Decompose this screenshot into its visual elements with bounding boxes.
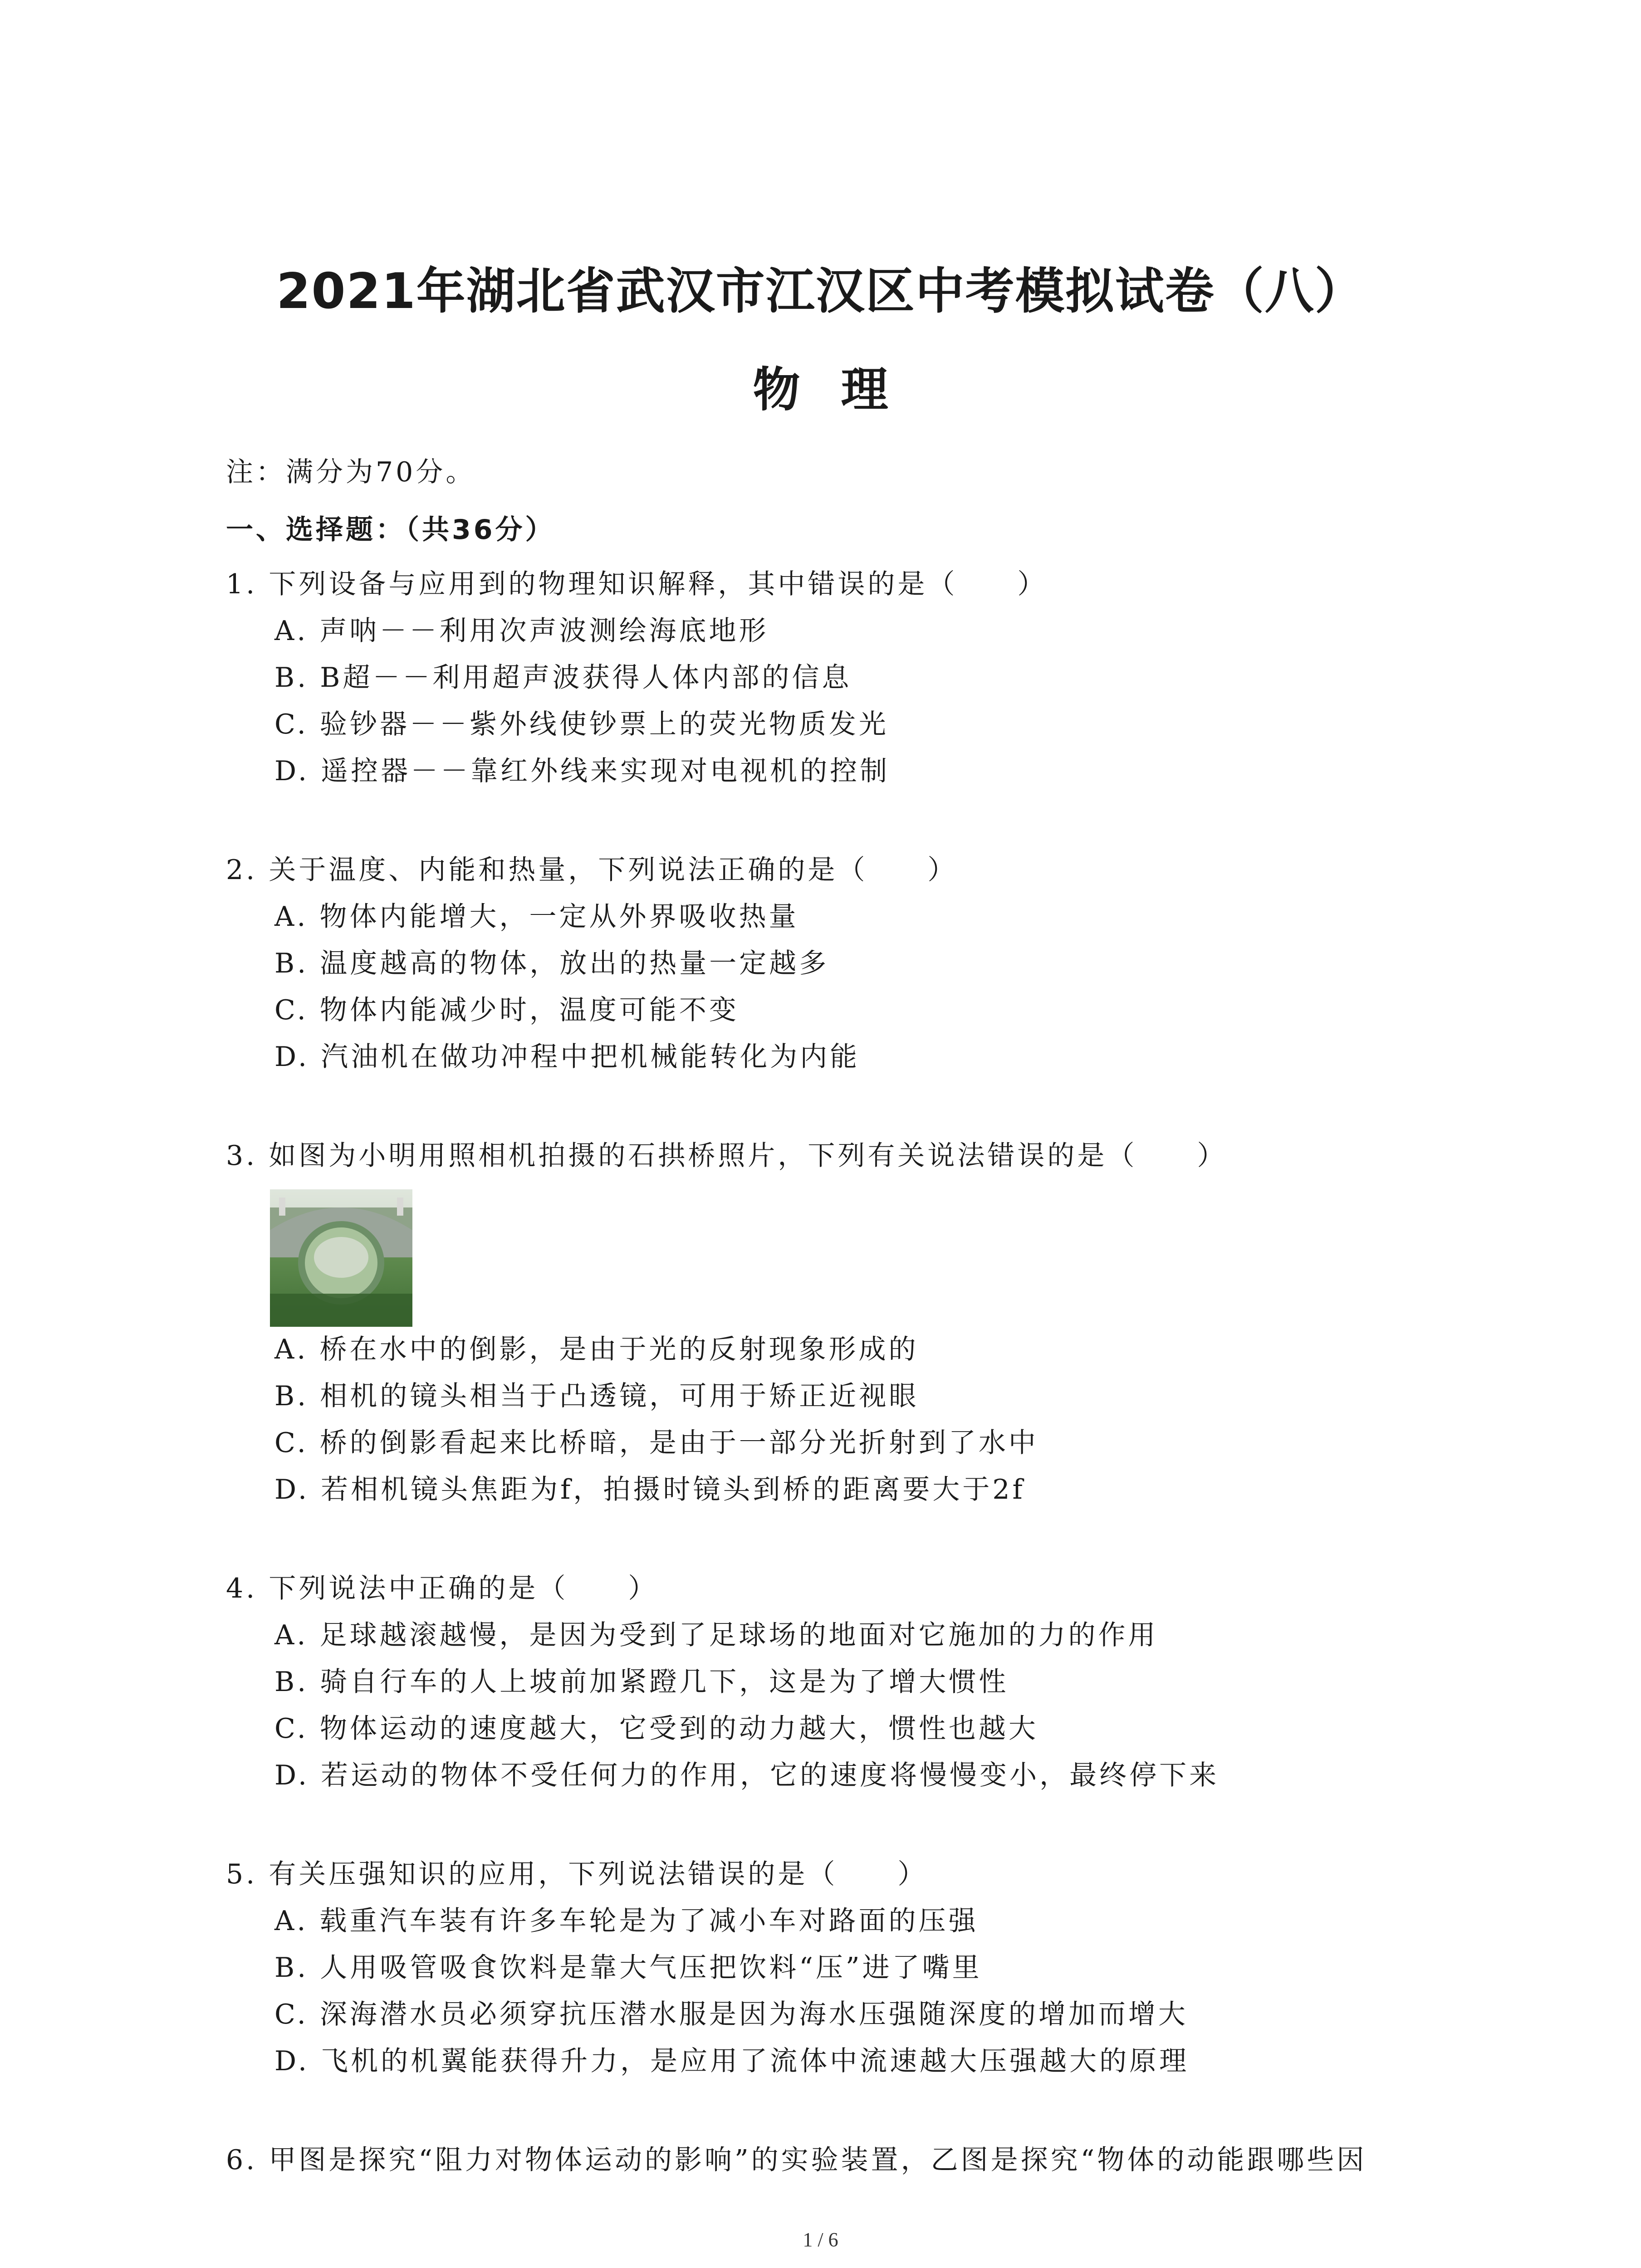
- question-2-stem: 2. 关于温度、内能和热量，下列说法正确的是（ ）: [226, 854, 958, 886]
- section-heading: 一、选择题：（共36分）: [226, 514, 555, 546]
- question-1-option-c: C. 验钞器－－紫外线使钞票上的荧光物质发光: [274, 709, 889, 740]
- score-note: 注：满分为70分。: [226, 456, 476, 488]
- question-5-option-c: C. 深海潜水员必须穿抗压潜水服是因为海水压强随深度的增加而增大: [274, 1999, 1188, 2030]
- question-5-stem: 5. 有关压强知识的应用，下列说法错误的是（ ）: [226, 1858, 928, 1890]
- question-4-option-a: A. 足球越滚越慢，是因为受到了足球场的地面对它施加的力的作用: [274, 1619, 1158, 1651]
- question-4-option-b: B. 骑自行车的人上坡前加紧蹬几下，这是为了增大惯性: [274, 1666, 1009, 1698]
- question-4-option-d: D. 若运动的物体不受任何力的作用，它的速度将慢慢变小，最终停下来: [274, 1760, 1220, 1791]
- question-1-stem: 1. 下列设备与应用到的物理知识解释，其中错误的是（ ）: [226, 568, 1048, 600]
- question-3-option-d: D. 若相机镜头焦距为f，拍摄时镜头到桥的距离要大于2f: [274, 1474, 1025, 1505]
- question-4-option-c: C. 物体运动的速度越大，它受到的动力越大，惯性也越大: [274, 1713, 1038, 1745]
- stone-arch-bridge-photo: [270, 1189, 412, 1327]
- question-3-stem: 3. 如图为小明用照相机拍摄的石拱桥照片，下列有关说法错误的是（ ）: [226, 1140, 1227, 1172]
- question-3-option-c: C. 桥的倒影看起来比桥暗，是由于一部分光折射到了水中: [274, 1427, 1038, 1459]
- question-5-option-b: B. 人用吸管吸食饮料是靠大气压把饮料“压”进了嘴里: [274, 1952, 982, 1984]
- question-1-option-b: B. B超－－利用超声波获得人体内部的信息: [274, 662, 852, 694]
- question-2-option-d: D. 汽油机在做功冲程中把机械能转化为内能: [274, 1041, 860, 1073]
- question-5-option-a: A. 载重汽车装有许多车轮是为了减小车对路面的压强: [274, 1905, 979, 1937]
- question-1-option-a: A. 声呐－－利用次声波测绘海底地形: [274, 615, 769, 647]
- question-2-option-c: C. 物体内能减少时，温度可能不变: [274, 994, 739, 1026]
- question-6-stem: 6. 甲图是探究“阻力对物体运动的影响”的实验装置，乙图是探究“物体的动能跟哪些因: [226, 2144, 1367, 2176]
- question-3-option-b: B. 相机的镜头相当于凸透镜，可用于矫正近视眼: [274, 1380, 919, 1412]
- question-2-option-a: A. 物体内能增大，一定从外界吸收热量: [274, 901, 799, 933]
- exam-title: 2021年湖北省武汉市江汉区中考模拟试卷（八）: [276, 263, 1365, 320]
- question-1-option-d: D. 遥控器－－靠红外线来实现对电视机的控制: [274, 755, 890, 787]
- question-4-stem: 4. 下列说法中正确的是（ ）: [226, 1573, 658, 1604]
- page-number: 1 / 6: [803, 2229, 838, 2251]
- question-5-option-d: D. 飞机的机翼能获得升力，是应用了流体中流速越大压强越大的原理: [274, 2045, 1190, 2077]
- subject-title: 物理: [753, 362, 929, 417]
- question-2-option-b: B. 温度越高的物体，放出的热量一定越多: [274, 948, 829, 979]
- question-3-option-a: A. 桥在水中的倒影，是由于光的反射现象形成的: [274, 1334, 919, 1365]
